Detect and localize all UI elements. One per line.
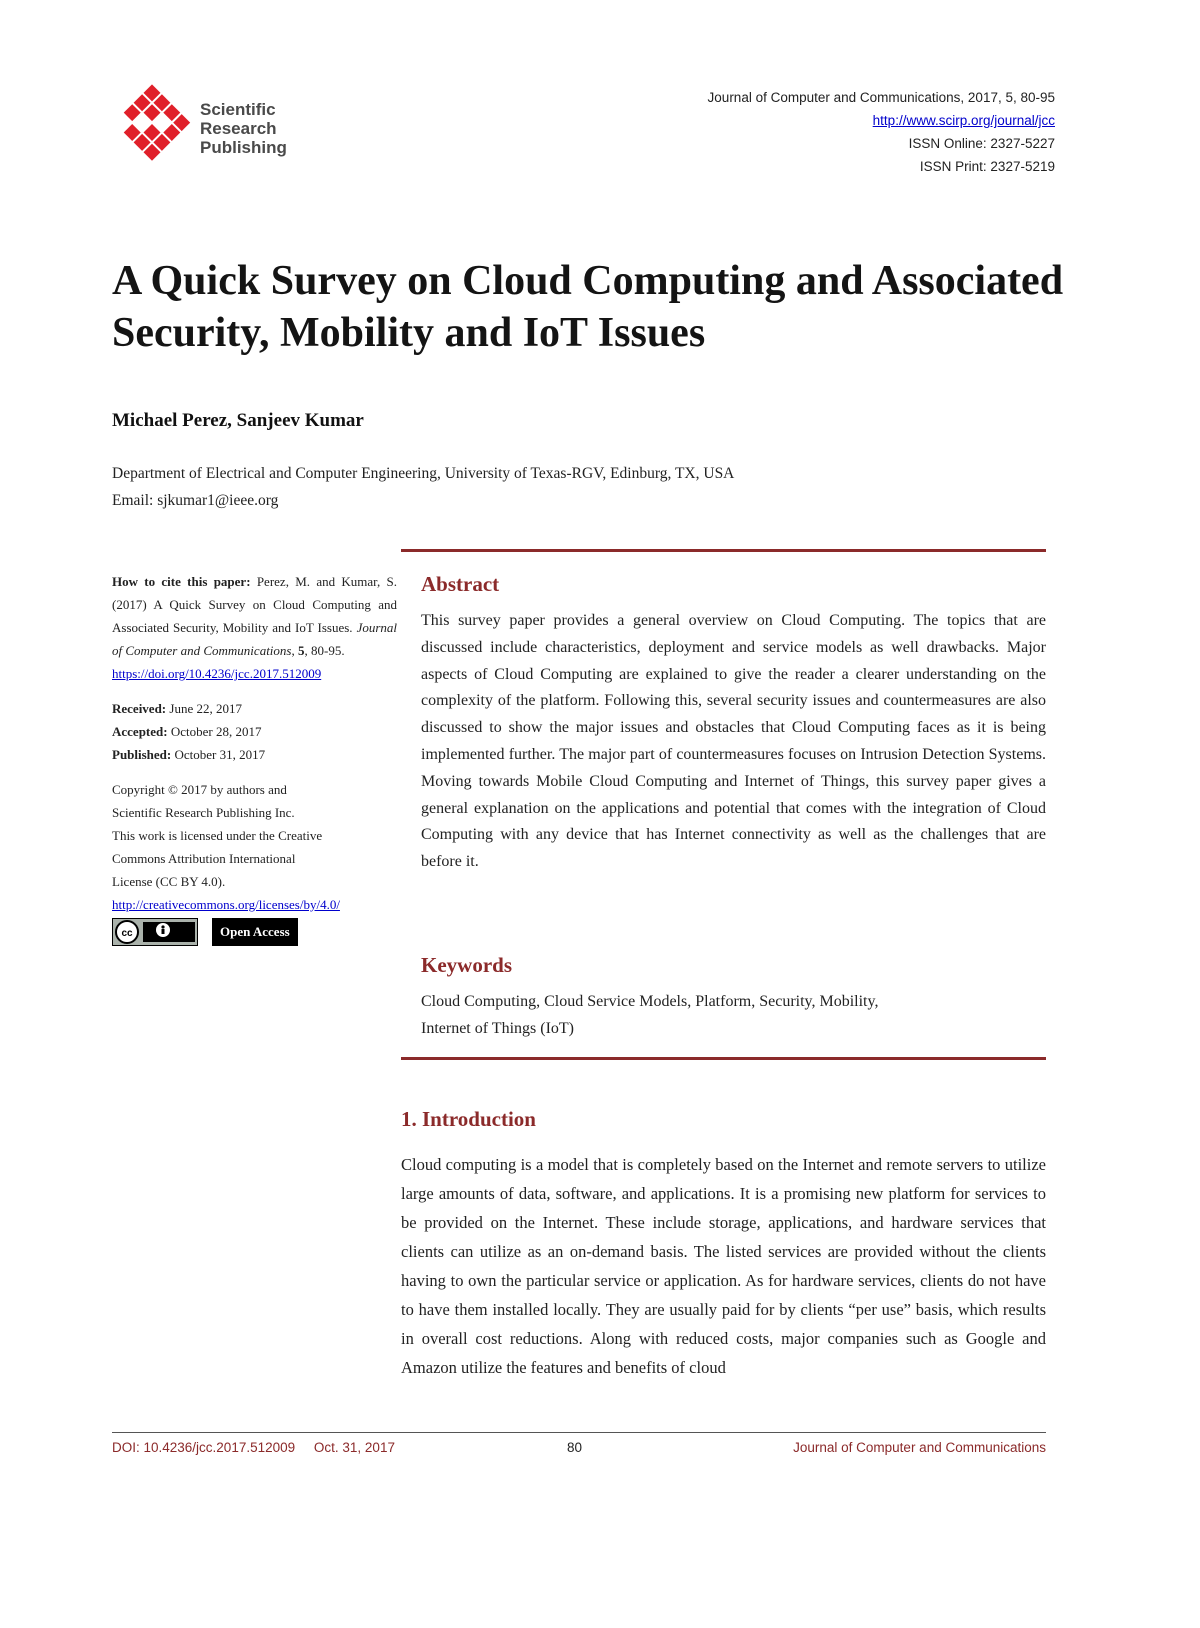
paper-title: A Quick Survey on Cloud Computing and Associated Security, Mobility and IoT Issues [112, 258, 1064, 356]
abstract-bottom-rule [401, 1057, 1046, 1060]
doi-link[interactable]: https://doi.org/10.4236/jcc.2017.512009 [112, 666, 322, 681]
authors: Michael Perez, Sanjeev Kumar [112, 410, 364, 431]
publisher-name [200, 100, 287, 157]
published-date: October 31, 2017 [174, 747, 266, 762]
keywords-line-1: Cloud Computing, Cloud Service Models, Platform, Security, Mobility, [421, 993, 879, 1010]
issn-online: ISSN Online: 2327-5227 [908, 136, 1055, 151]
keywords-line-2: Internet of Things (IoT) [421, 1020, 574, 1037]
cite-journal: Journal of Computer and Communications [112, 620, 398, 658]
copyright-line: Commons Attribution International [112, 851, 296, 866]
publisher-name-line-3: Publishing [200, 138, 287, 157]
publisher-logo [112, 84, 312, 174]
cc-by-icon [113, 919, 197, 945]
received-date-row [112, 697, 397, 720]
keywords-heading: Keywords [421, 953, 512, 977]
footer-date: Oct. 31, 2017 [313, 1440, 395, 1455]
page-number: 80 [567, 1440, 583, 1455]
copyright-line: Copyright © 2017 by authors and [112, 782, 287, 797]
svg-text:cc: cc [121, 928, 133, 939]
introduction-heading: 1. Introduction [401, 1107, 536, 1131]
footer-doi-date [112, 1440, 395, 1455]
email: Email: sjkumar1@ieee.org [112, 492, 279, 509]
cc-by-license-badge[interactable] [112, 918, 198, 946]
open-access-badge: Open Access [212, 918, 298, 946]
footer-doi: DOI: 10.4236/jcc.2017.512009 [112, 1440, 296, 1455]
accepted-date-row [112, 720, 397, 743]
scirp-diamond-logo-icon [112, 84, 192, 164]
publisher-name-line-1: Scientific [200, 100, 276, 119]
published-label: Published: [112, 747, 172, 762]
footer-rule [112, 1432, 1046, 1433]
journal-header [708, 86, 1055, 178]
copyright-line: Scientific Research Publishing Inc. [112, 805, 295, 820]
cite-text: Perez, M. and Kumar, S. (2017) A Quick Survey on Cloud Computing and Associated Security, Mobility and IoT Issues. [112, 574, 397, 635]
license-link[interactable]: http://creativecommons.org/licenses/by/4.0/ [112, 897, 340, 912]
sidebar [112, 570, 397, 946]
cite-pages: , 80-95. [304, 643, 345, 658]
publisher-name-line-2: Research [200, 119, 277, 138]
received-date: June 22, 2017 [169, 701, 242, 716]
introduction-text: Cloud computing is a model that is completely based on the Internet and remote servers to utilize large amounts of data, software, and applications. It is a promising new platform for services to be provided on the Internet. These include storage, applications, and hardware services that clients can utilize as an on-demand basis. The listed services are provided without the clients having to own the particular service or application. As for hardware services, clients do not have to have them installed locally. They are usually paid for by clients “per use” basis, which results in overall cost reductions. Along with reduced costs, major companies such as Google and Amazon utilize the features and benefits of cloud [401, 1155, 1046, 1377]
keywords-text [421, 988, 1046, 1042]
received-label: Received: [112, 701, 167, 716]
copyright-line: License (CC BY 4.0). [112, 874, 226, 889]
issn-print: ISSN Print: 2327-5219 [919, 159, 1055, 174]
citation-block: How to cite this paper: Perez, M. and Kumar, S. (2017) A Quick Survey on Cloud Computing and Associated Security, Mobility and IoT Issues. Journal of Computer and Communications, 5, 80-95. [112, 574, 398, 658]
affiliation-block [112, 460, 734, 514]
affiliation: Department of Electrical and Computer Engineering, University of Texas-RGV, Edinburg, TX, USA [112, 465, 735, 482]
journal-citation: Journal of Computer and Communications, 2017, 5, 80-95 [707, 90, 1055, 105]
cite-volume: 5 [297, 643, 305, 658]
accepted-label: Accepted: [112, 724, 168, 739]
abstract-top-rule [401, 549, 1046, 552]
cite-label: How to cite this paper: [112, 574, 251, 589]
footer-journal: Journal of Computer and Communications [793, 1440, 1046, 1455]
journal-url-link[interactable]: http://www.scirp.org/journal/jcc [872, 113, 1055, 128]
abstract-text: This survey paper provides a general overview on Cloud Computing. The topics that are discussed include characteristics, deployment and service models as well drawbacks. Major aspects of Cloud Computing are explained to give the reader a clearer understanding on the complexity of the platform. Following this, several security issues and countermeasures are also discussed to show the major issues and obstacles that Cloud Computing faces as it is being implemented further. The major part of countermeasures focuses on Intrusion Detection Systems. Moving towards Mobile Cloud Computing and Internet of Things, this survey paper gives a general explanation on the applications and potential that comes with the integration of Cloud Computing with any device that has Internet connectivity as well as the challenges that are before it. [421, 612, 1046, 871]
abstract-heading: Abstract [421, 572, 500, 596]
accepted-date: October 28, 2017 [170, 724, 262, 739]
copyright-line: This work is licensed under the Creative [112, 828, 323, 843]
published-date-row [112, 743, 397, 766]
